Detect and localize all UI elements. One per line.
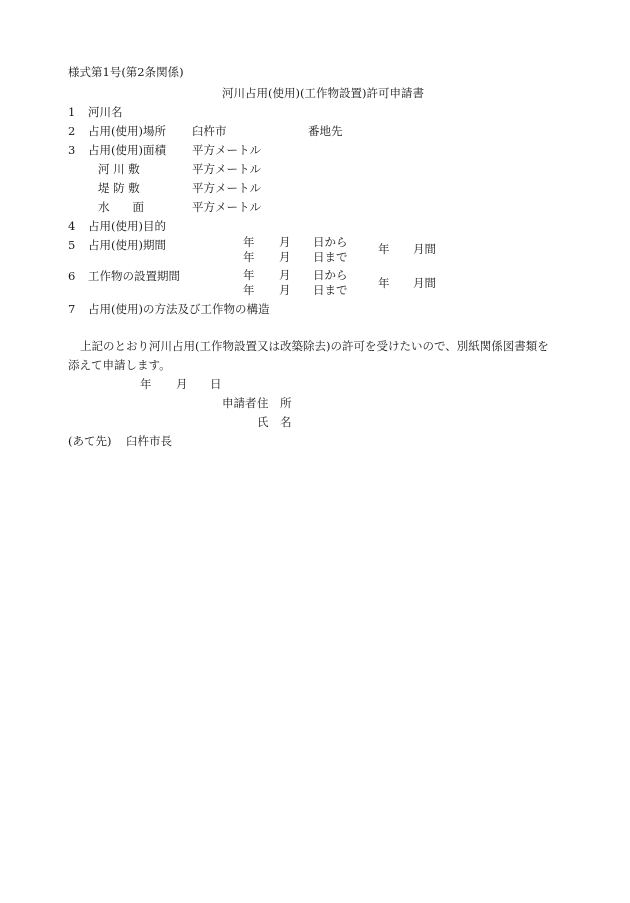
item-5-duration-month: 月間	[413, 242, 436, 256]
item-1-label: 河川名	[88, 105, 123, 119]
item-6-number: 6	[68, 269, 76, 283]
item-7-number: 7	[68, 302, 76, 316]
item-6-start-year: 年	[243, 268, 255, 282]
applicant-label: 申請者	[222, 396, 257, 410]
item-5-number: 5	[68, 238, 76, 252]
addressee-prefix: (あて先)	[68, 434, 112, 448]
date-month: 月	[176, 377, 188, 391]
item-5-label: 占用(使用)期間	[88, 238, 166, 252]
item-2-label: 占用(使用)場所	[88, 124, 166, 138]
item-6-end-month: 月	[279, 283, 291, 297]
applicant-name-label: 氏 名	[257, 415, 292, 429]
date-day: 日	[210, 377, 222, 391]
document-title: 河川占用(使用)(工作物設置)許可申請書	[222, 86, 424, 100]
item-3-sub-unit: 平方メートル	[192, 162, 261, 176]
item-5-end-day: 日まで	[313, 250, 348, 264]
item-5-end-month: 月	[279, 250, 291, 264]
item-3-number: 3	[68, 143, 76, 157]
item-6-end-day: 日まで	[313, 283, 348, 297]
item-6-duration-month: 月間	[413, 276, 436, 290]
date-year: 年	[140, 377, 152, 391]
item-6-label: 工作物の設置期間	[88, 269, 180, 283]
item-1-number: 1	[68, 105, 76, 119]
item-2-city: 臼杵市	[192, 124, 227, 138]
form-number: 様式第1号(第2条関係)	[68, 65, 184, 79]
item-2-suffix: 番地先	[308, 124, 343, 138]
item-3-sub-label: 水 面	[98, 200, 144, 214]
item-5-duration-year: 年	[378, 242, 390, 256]
item-3-sub-label: 堤 防 敷	[98, 181, 140, 195]
body-paragraph-line-2: 添えて申請します。	[68, 358, 171, 372]
item-4-number: 4	[68, 219, 76, 233]
item-3-sub-label: 河 川 敷	[98, 162, 140, 176]
item-5-start-month: 月	[279, 235, 291, 249]
item-3-label: 占用(使用)面積	[88, 143, 166, 157]
item-6-start-day: 日から	[313, 268, 348, 282]
item-6-duration-year: 年	[378, 276, 390, 290]
item-7-label: 占用(使用)の方法及び工作物の構造	[88, 302, 270, 316]
item-4-label: 占用(使用)目的	[88, 219, 166, 233]
body-paragraph-line-1: 上記のとおり河川占用(工作物設置又は改築除去)の許可を受けたいので、別紙関係図書類を	[80, 339, 549, 353]
item-2-number: 2	[68, 124, 76, 138]
item-3-sub-unit: 平方メートル	[192, 181, 261, 195]
item-6-start-month: 月	[279, 268, 291, 282]
applicant-address-label: 住 所	[257, 396, 292, 410]
item-3-sub-unit: 平方メートル	[192, 200, 261, 214]
addressee-name: 臼杵市長	[126, 434, 172, 448]
item-3-unit: 平方メートル	[192, 143, 261, 157]
item-6-end-year: 年	[243, 283, 255, 297]
item-5-start-year: 年	[243, 235, 255, 249]
item-5-start-day: 日から	[313, 235, 348, 249]
item-5-end-year: 年	[243, 250, 255, 264]
